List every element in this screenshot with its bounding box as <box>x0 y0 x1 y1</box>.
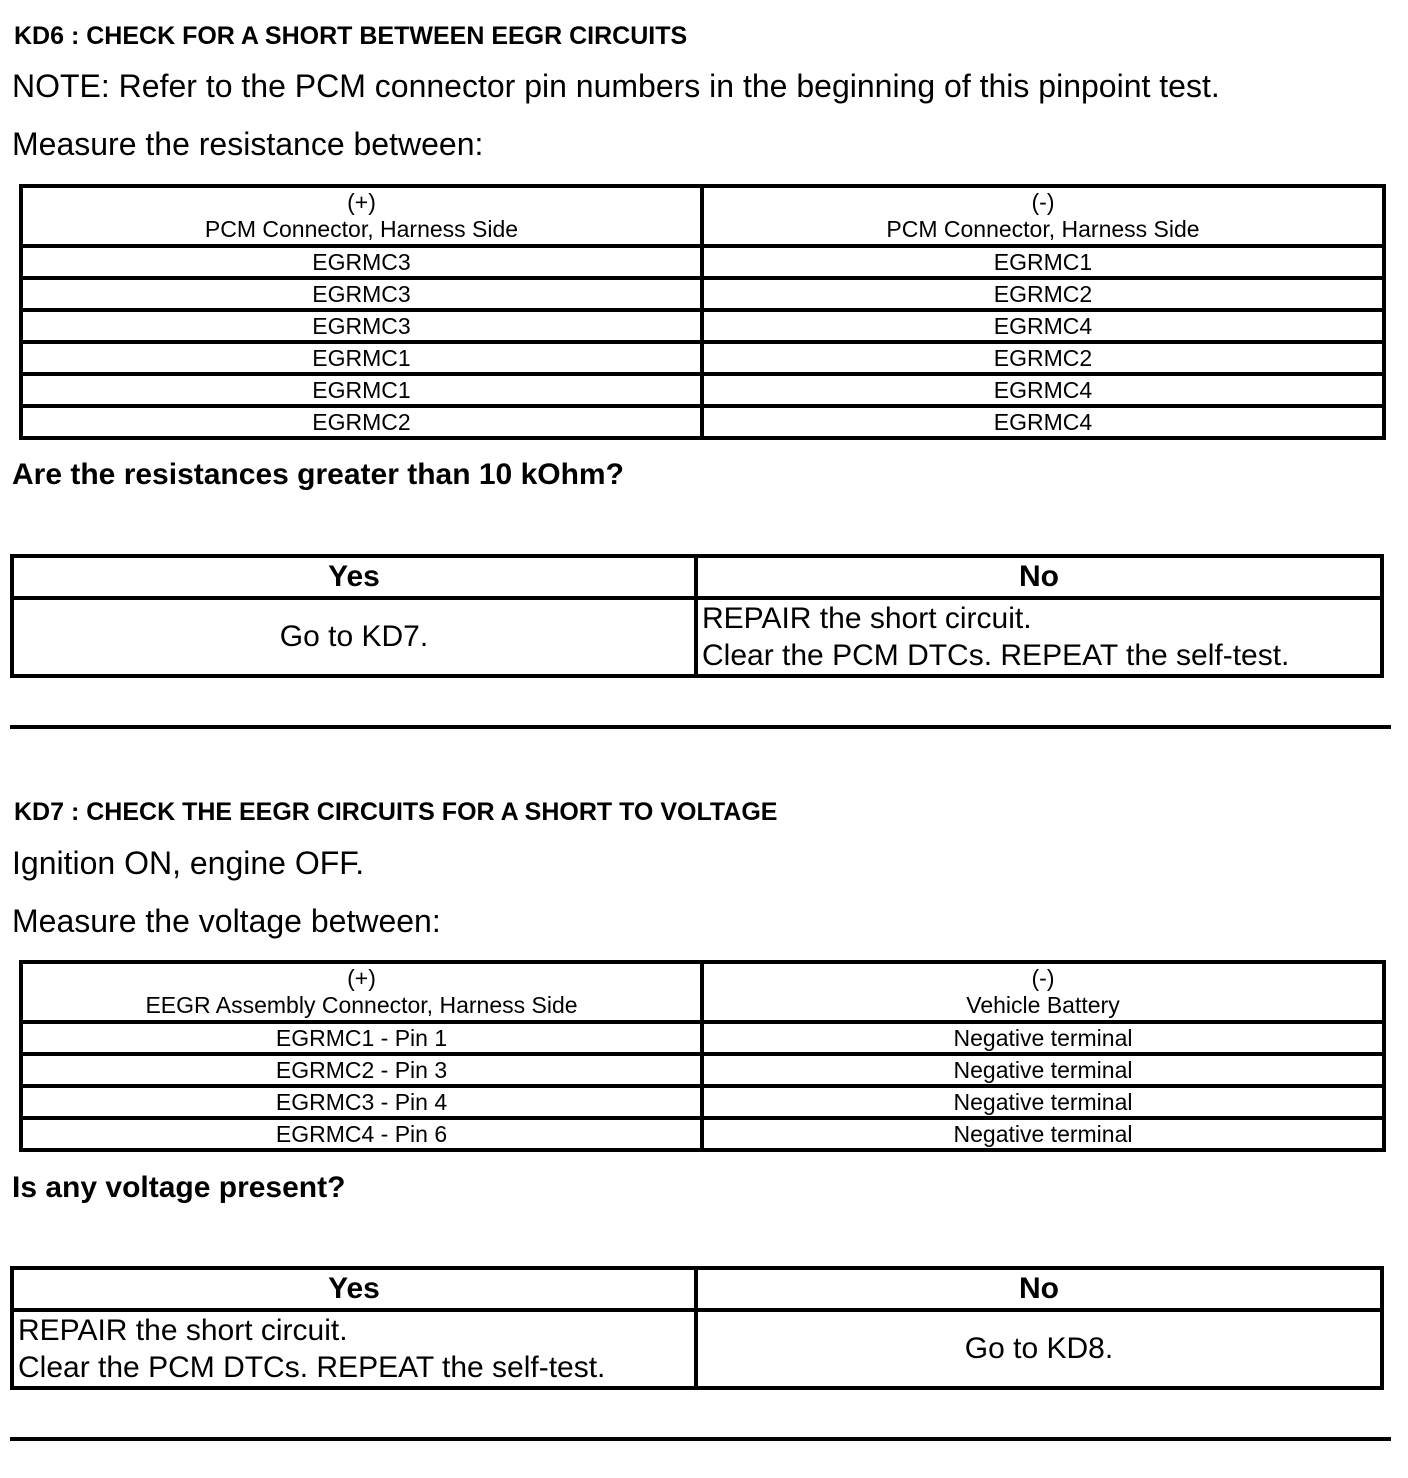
minus-cell: Negative terminal <box>702 1118 1384 1150</box>
table-row <box>21 1054 1384 1086</box>
table-row <box>21 1118 1384 1150</box>
table-row <box>21 342 1384 374</box>
kd6-resistance-table <box>19 184 1386 440</box>
no-header: No <box>696 1268 1382 1310</box>
minus-label: PCM Connector, Harness Side <box>886 216 1200 242</box>
minus-symbol: (-) <box>1031 965 1055 991</box>
kd6-question: Are the resistances greater than 10 kOhm? <box>12 458 624 491</box>
plus-cell: EGRMC4 - Pin 6 <box>21 1118 702 1150</box>
table-row <box>21 246 1384 278</box>
plus-cell: EGRMC1 - Pin 1 <box>21 1022 702 1054</box>
minus-cell: EGRMC2 <box>702 342 1384 374</box>
kd6-title: KD6 : CHECK FOR A SHORT BETWEEN EEGR CIRCUITS <box>14 22 688 50</box>
kd7-instruction: Measure the voltage between: <box>12 903 441 939</box>
kd7-yes-action <box>12 1310 696 1388</box>
no-action-line-1: REPAIR the short circuit. <box>702 602 1032 635</box>
kd6-minus-header <box>702 186 1384 246</box>
table-row <box>21 374 1384 406</box>
section-divider <box>10 725 1391 729</box>
kd6-no-action <box>696 598 1382 676</box>
plus-symbol: (+) <box>347 189 376 215</box>
plus-label: PCM Connector, Harness Side <box>204 216 519 242</box>
table-row <box>21 278 1384 310</box>
yes-action-line-2: Clear the PCM DTCs. REPEAT the self-test. <box>18 1351 606 1384</box>
plus-cell: EGRMC2 - Pin 3 <box>21 1054 702 1086</box>
section-divider <box>10 1437 1391 1441</box>
kd7-title: KD7 : CHECK THE EEGR CIRCUITS FOR A SHORT TO VOLTAGE <box>14 798 778 826</box>
minus-cell: EGRMC4 <box>702 374 1384 406</box>
plus-cell: EGRMC3 <box>21 278 702 310</box>
plus-cell: EGRMC3 <box>21 246 702 278</box>
plus-cell: EGRMC1 <box>21 374 702 406</box>
minus-cell: Negative terminal <box>702 1022 1384 1054</box>
kd7-question: Is any voltage present? <box>12 1171 346 1204</box>
plus-cell: EGRMC1 <box>21 342 702 374</box>
kd7-minus-header <box>702 962 1384 1022</box>
table-row <box>21 1086 1384 1118</box>
yes-header: Yes <box>12 556 696 598</box>
minus-cell: Negative terminal <box>702 1054 1384 1086</box>
kd6-decision-table <box>10 554 1384 678</box>
kd7-no-action: Go to KD8. <box>696 1310 1382 1388</box>
kd6-yes-action: Go to KD7. <box>12 598 696 676</box>
table-row <box>21 1022 1384 1054</box>
minus-symbol: (-) <box>1031 189 1055 215</box>
no-header: No <box>696 556 1382 598</box>
table-row <box>21 310 1384 342</box>
kd7-plus-header <box>21 962 702 1022</box>
yes-header: Yes <box>12 1268 696 1310</box>
table-row <box>21 406 1384 438</box>
minus-cell: EGRMC4 <box>702 406 1384 438</box>
minus-label: Vehicle Battery <box>966 992 1120 1018</box>
kd7-condition: Ignition ON, engine OFF. <box>12 845 365 881</box>
yes-action-line-1: REPAIR the short circuit. <box>18 1314 348 1347</box>
plus-cell: EGRMC2 <box>21 406 702 438</box>
plus-cell: EGRMC3 <box>21 310 702 342</box>
minus-cell: EGRMC1 <box>702 246 1384 278</box>
kd6-plus-header <box>21 186 702 246</box>
minus-cell: EGRMC4 <box>702 310 1384 342</box>
plus-cell: EGRMC3 - Pin 4 <box>21 1086 702 1118</box>
kd7-voltage-table <box>19 960 1386 1152</box>
no-action-line-2: Clear the PCM DTCs. REPEAT the self-test. <box>702 639 1290 672</box>
kd6-instruction: Measure the resistance between: <box>12 126 484 162</box>
plus-symbol: (+) <box>347 965 376 991</box>
kd7-decision-table <box>10 1266 1384 1390</box>
minus-cell: EGRMC2 <box>702 278 1384 310</box>
minus-cell: Negative terminal <box>702 1086 1384 1118</box>
kd6-note: NOTE: Refer to the PCM connector pin numbers in the beginning of this pinpoint test. <box>12 68 1220 104</box>
plus-label: EEGR Assembly Connector, Harness Side <box>145 992 578 1018</box>
